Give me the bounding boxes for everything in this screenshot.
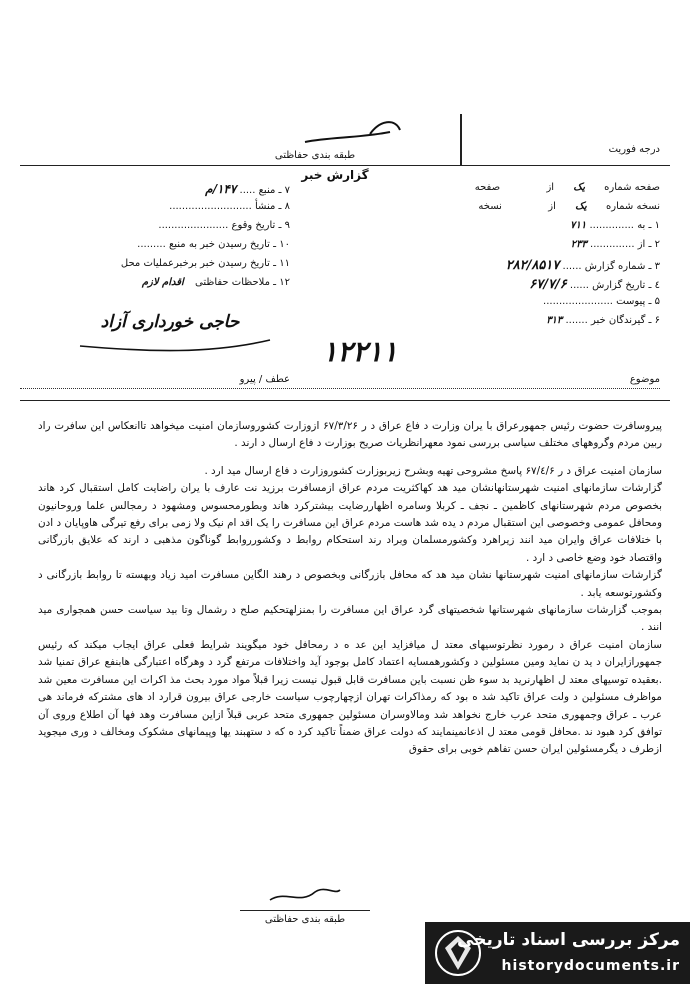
footer-line xyxy=(240,910,370,911)
field-to: ۱ ـ به .............. ۷۱۱ xyxy=(570,220,660,231)
watermark-bar xyxy=(425,922,690,984)
handwritten-number: ۱۲۲۱۱ xyxy=(322,335,398,368)
report-body xyxy=(38,418,662,759)
body-paragraph: پیروسافرت حضوت رئیس جمهورعراق با یران وزارت د فاع عراق د ر ۶۷/۳/۲۶ ازوزارت کشوروسازمان امنیت میخواهد تاانعکاس این سافرت راد ربین مردم وگروههای مختلف سیاسی بررسی نمود معهرانظریات صریح بوزارت د فاع ارسال د ارند . xyxy=(38,420,662,450)
subject-label: موضوع xyxy=(629,374,660,385)
field-origin: ۸ ـ منشأ .......................... xyxy=(169,201,290,212)
field-source: ۷ ـ منبع ..... ۱۴۷/م xyxy=(205,182,290,196)
field-source-receipt-date: ۱۰ ـ تاریخ رسیدن خبر به منبع ......... xyxy=(137,239,290,250)
classification-top: طبقه بندی حفاظتی xyxy=(274,150,356,161)
field-report-number: ۳ ـ شماره گزارش ...... ۲۸۲/۸۵۱۷ xyxy=(505,258,660,273)
field-report-date: ٤ ـ تاریخ گزارش ...... ۶۷/۷/۶ xyxy=(529,277,660,292)
degree-label: درجه فوریت xyxy=(608,144,660,155)
reference-label: عطف / پیرو xyxy=(239,374,290,385)
field-from: ۲ ـ از .............. ۲۳۳ xyxy=(570,239,660,250)
field-operation-receipt-date: ۱۱ ـ تاریخ رسیدن خبر برخبرعملیات محل xyxy=(120,258,290,269)
field-page-number: صفحه شماره یک از صفحه xyxy=(474,182,660,193)
body-paragraph: سازمان امنیت عراق د ر ۶۷/٤/۶ پاسخ مشروحی تهیه وبشرح زیربوزارت کشوروزارت د فاع ارسال مید ارد . xyxy=(204,464,662,477)
body-paragraph: سازمان امنیت عراق د رمورد نظرتوسیهای معتد ل میافزاید این عد ه د رمحافل خود میگویند شرایط فعلی عراق ایجاب میکند که رئیس جمهورازایران د ید ن نماید ومین مسئولین د وکشورهمسایه اعتماد کامل بوجود آید واختلافات مرتفع گرد د وهرگاه اعتبارگی هابنفع عراق تمنیا شد .بعقیده توسیهای معتد ل اظهارنرید بد سوء ظن نسبت باین مسافرت قابل قبول نیست زیرا قبلاً مواد مورد بحث مذ اکرات این مسافرت معین شد مواظرف مسئولین د ولت عراق تاکید شد ه بود که رمذاکرات تهران ازچهارچوب سیاست خارجی عراق بیرون قرارد اد های مشترکه فرماند هی عرب ـ عراق وجمهوری متحد عرب خارج نخواهد شد ومالاوسران مسئولین جمهوری متحد عربی قبلاً ازاین مسافرت وهد فها آن اطلاع وروی آن توافق کرد هبود ند .محافل قومی معتد ل اذعانمینمایند که دولت عراق ضمناً تاکید کرد ه که د ستهبند یها وپیمانهای مشکوک ومخالف د وری میجوید ازطرف د یگرمسئولین ایران حسن تفاهم خوبی برای حقوق xyxy=(38,638,662,756)
header-line xyxy=(20,165,670,166)
watermark-title: مرکز بررسی اسناد تاریخی xyxy=(457,930,680,950)
note-underline-scribble xyxy=(60,332,280,362)
fields-left xyxy=(20,182,290,296)
field-copy-number: نسخه شماره یک از نسخه xyxy=(478,201,660,212)
body-paragraph: بموجب گزارشات سازمانهای شهرستانها شخصیتهای گرد عراق این مسافرت را بمنزلهتحکیم صلح د رشمال وتا بید سیاست حسن همجواری مید انند . xyxy=(38,604,662,634)
field-occurrence-date: ۹ ـ تاریخ وقوع ...................... xyxy=(158,220,290,231)
report-title: گزارش خبر xyxy=(301,168,369,182)
header-divider xyxy=(20,400,670,401)
field-attachment: ۵ ـ پیوست ...................... xyxy=(543,296,660,307)
body-paragraph: گزارشات سازمانهای امنیت شهرستانها نشان مید هد که محافل بازرگانی وبخصوص د رهند الگاین مسافرت امید زیاد وبهسته تا روابط بازرگانی د وکشورتوسعه یابد . xyxy=(38,569,662,599)
top-scribble-mark xyxy=(300,112,420,152)
handwritten-note: حاجی خورداری آزاد xyxy=(100,312,240,332)
subject-line xyxy=(20,388,660,390)
signature-scribble xyxy=(265,880,345,910)
field-security-remarks: ۱۲ ـ ملاحظات حفاظتی اقدام لازم xyxy=(141,277,290,288)
footer-classification: طبقه بندی حفاظتی xyxy=(264,914,346,925)
watermark-url: historydocuments.ir xyxy=(501,958,680,974)
body-paragraph: گزارشات سازمانهای امنیت شهرستانهانشان مید هد کهاکثریت مردم عراق ازمسافرت برزید نت عارف با یران راضایت کامل استقبال کرد هاند بخصوص مردم شهرستانهای کاظمین ـ نجف ـ کربلا وسامره اظهاررضایت بیشترکرد هاند وبطورمحسوس ومشهود د رمجالس علما وروحانیون ومحافل عمومی وخصوصی این استقبال مردم د یده شد هاست مردم عراق این مسافرت را یک اقد ام نیک ولا زمی برای رفع تیرگی هاوپایان د ادن با ختلافات عراق وایران مید انند زیراهرد وکشورمسلمان وبراد رند استحکام روابط د وکشورروابط گوناگون مذهبی د ارند که علایق بازرگانی واقتصاد خود وضع خاصی د ارد . xyxy=(38,482,662,564)
field-recipients: ۶ ـ گیرندگان خبر ....... ۳۱۳ xyxy=(546,315,660,326)
fields-right xyxy=(390,182,660,334)
header-line-right xyxy=(460,114,462,166)
